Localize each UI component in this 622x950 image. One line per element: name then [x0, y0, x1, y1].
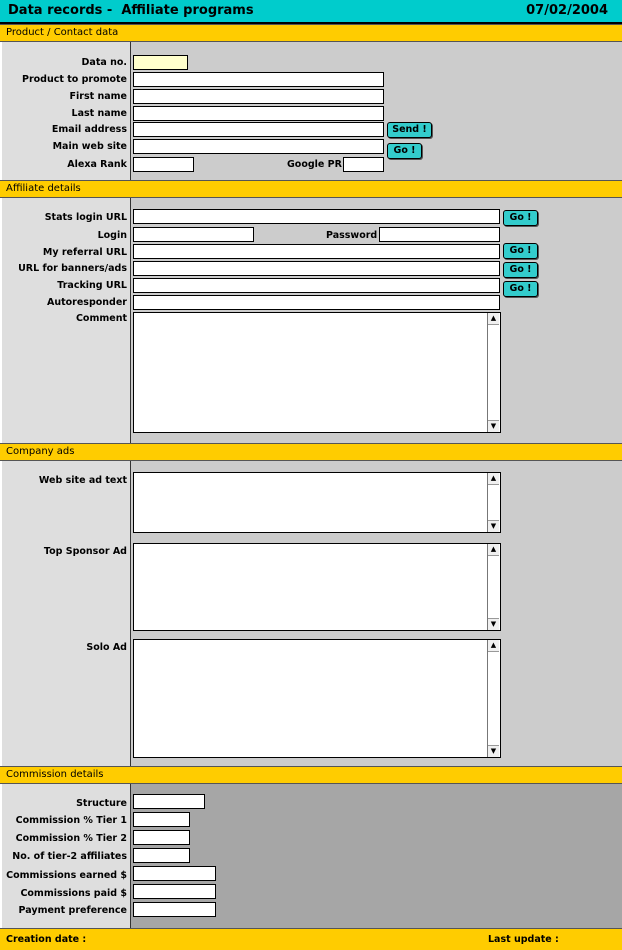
- product-to-promote-label: Product to promote: [21, 74, 127, 85]
- tracking-url-go-button[interactable]: Go !: [503, 281, 538, 297]
- website-ad-text-textarea[interactable]: [133, 472, 501, 533]
- commissions-paid-field[interactable]: [133, 884, 216, 899]
- scroll-up-icon[interactable]: ▲: [488, 544, 499, 556]
- header-date: 07/02/2004: [526, 3, 608, 18]
- stats-login-url-label: Stats login URL: [44, 212, 127, 223]
- google-pr-label: Google PR: [287, 159, 342, 170]
- section-header-commission: Commission details: [0, 766, 622, 784]
- main-site-field[interactable]: [133, 139, 384, 154]
- last-name-field[interactable]: [133, 106, 384, 121]
- scroll-up-icon[interactable]: ▲: [488, 640, 499, 652]
- payment-preference-field[interactable]: [133, 902, 216, 917]
- page-title: Data records - Affiliate programs: [8, 3, 254, 18]
- autoresponder-field[interactable]: [133, 295, 500, 310]
- section-header-product: Product / Contact data: [0, 24, 622, 42]
- scroll-up-icon[interactable]: ▲: [488, 313, 499, 325]
- stats-login-url-field[interactable]: [133, 209, 500, 224]
- section-header-company-ads: Company ads: [0, 443, 622, 461]
- structure-label: Structure: [76, 798, 127, 809]
- login-field[interactable]: [133, 227, 254, 242]
- comment-scrollbar[interactable]: [487, 313, 500, 432]
- comment-textarea[interactable]: [133, 312, 501, 433]
- referral-url-field[interactable]: [133, 244, 500, 259]
- footer-bar: [0, 928, 622, 950]
- scroll-down-icon[interactable]: ▼: [488, 420, 499, 432]
- banners-url-field[interactable]: [133, 261, 500, 276]
- referral-url-go-button[interactable]: Go !: [503, 243, 538, 259]
- password-label: Password: [326, 230, 378, 241]
- commissions-earned-label: Commissions earned $: [6, 870, 127, 881]
- send-email-button[interactable]: Send !: [387, 122, 432, 138]
- website-ad-text-label: Web site ad text: [38, 475, 127, 486]
- top-sponsor-scrollbar[interactable]: [487, 544, 500, 630]
- tier1-label: Commission % Tier 1: [15, 815, 127, 826]
- tier2-affiliates-label: No. of tier-2 affiliates: [12, 851, 127, 862]
- solo-ad-scrollbar[interactable]: [487, 640, 500, 757]
- tracking-url-field[interactable]: [133, 278, 500, 293]
- scroll-down-icon[interactable]: ▼: [488, 745, 499, 757]
- website-ad-scrollbar[interactable]: [487, 473, 500, 532]
- tier2-label: Commission % Tier 2: [15, 833, 127, 844]
- title-bar: [0, 0, 622, 24]
- comment-label: Comment: [75, 313, 127, 324]
- banners-url-go-button[interactable]: Go !: [503, 262, 538, 278]
- section-header-affiliate: Affiliate details: [0, 180, 622, 198]
- referral-url-label: My referral URL: [42, 247, 127, 258]
- commissions-paid-label: Commissions paid $: [20, 888, 127, 899]
- main-site-go-button[interactable]: Go !: [387, 143, 422, 159]
- tier1-field[interactable]: [133, 812, 190, 827]
- last-name-label: Last name: [71, 108, 127, 119]
- banners-url-label: URL for banners/ads: [18, 263, 127, 274]
- payment-preference-label: Payment preference: [18, 905, 127, 916]
- autoresponder-label: Autoresponder: [47, 297, 127, 308]
- first-name-field[interactable]: [133, 89, 384, 104]
- google-pr-field[interactable]: [343, 157, 384, 172]
- scroll-down-icon[interactable]: ▼: [488, 618, 499, 630]
- main-site-label: Main web site: [52, 141, 127, 152]
- structure-field[interactable]: [133, 794, 205, 809]
- alexa-rank-field[interactable]: [133, 157, 194, 172]
- solo-ad-textarea[interactable]: [133, 639, 501, 758]
- top-sponsor-ad-textarea[interactable]: [133, 543, 501, 631]
- scroll-down-icon[interactable]: ▼: [488, 520, 499, 532]
- creation-date-label: Creation date :: [6, 934, 87, 945]
- stats-login-go-button[interactable]: Go !: [503, 210, 538, 226]
- alexa-rank-label: Alexa Rank: [67, 159, 127, 170]
- password-field[interactable]: [379, 227, 500, 242]
- data-no-label: Data no.: [81, 57, 127, 68]
- email-label: Email address: [51, 124, 127, 135]
- product-to-promote-field[interactable]: [133, 72, 384, 87]
- scroll-up-icon[interactable]: ▲: [488, 473, 499, 485]
- tracking-url-label: Tracking URL: [57, 280, 127, 291]
- first-name-label: First name: [69, 91, 127, 102]
- tier2-affiliates-field[interactable]: [133, 848, 190, 863]
- data-no-field[interactable]: [133, 55, 188, 70]
- tier2-field[interactable]: [133, 830, 190, 845]
- commissions-earned-field[interactable]: [133, 866, 216, 881]
- top-sponsor-ad-label: Top Sponsor Ad: [43, 546, 127, 557]
- login-label: Login: [97, 230, 127, 241]
- email-field[interactable]: [133, 122, 384, 137]
- last-update-label: Last update :: [488, 934, 559, 945]
- solo-ad-label: Solo Ad: [86, 642, 127, 653]
- company-label-column: [2, 461, 131, 766]
